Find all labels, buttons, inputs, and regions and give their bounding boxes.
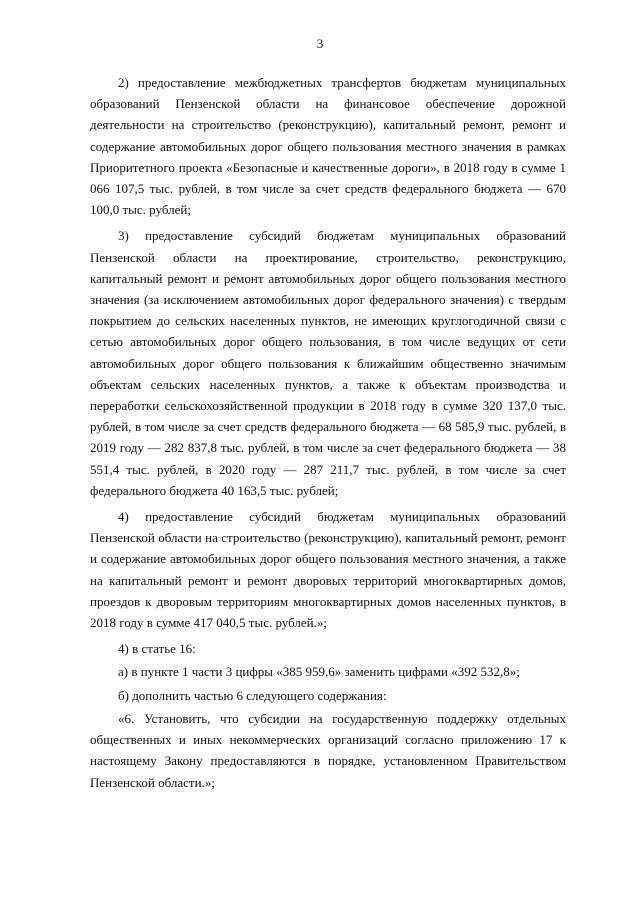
paragraph-article-16-heading: 4) в статье 16:: [118, 641, 196, 657]
paragraph-item-2-interbudget-transfers: 2) предоставление межбюджетных трансфертов бюджетам муниципальных образований Пензенской области на финансовое обеспечение дорожной деятельности на строительство (реконструкцию), капитальный ремонт, ремонт и содержание автомобильных дорог общего пользования местного значения в рамках Приоритетного проекта «Безопасные и качественные дороги», в 2018 году в сумме 1 066 107,5 тыс. рублей, в том числе за счет средств федерального бюджета — 670 100,0 тыс. рублей;: [90, 75, 566, 218]
page-number: 3: [316, 36, 324, 51]
paragraph-item-3-rural-roads-subsidies: 3) предоставление субсидий бюджетам муниципальных образований Пензенской области на проектирование, строительство, реконструкцию, капитальный ремонт и ремонт автомобильных дорог общего пользования местного значения (за исключением автомобильных дорог федерального значения) с твердым покрытием до сельских населенных пунктов, не имеющих круглогодичной связи с сетью автомобильных дорог общего пользования, в том числе ведущих от сети автомобильных дорог общего пользования к ближайшим общественно значимым объектам сельских населенных пунктов, а также к объектам производства и переработки сельскохозяйственной продукции в 2018 году в сумме 320 137,0 тыс. рублей, в том числе за счет средств федерального бюджета — 68 585,9 тыс. рублей, в 2019 году — 282 837,8 тыс. рублей, в том числе за счет федерального бюджета — 38 551,4 тыс. рублей, в 2020 году — 287 211,7 тыс. рублей, в том числе за счет федерального бюджета 40 163,5 тыс. рублей;: [90, 228, 566, 498]
paragraph-subitem-b: б) дополнить частью 6 следующего содержания:: [118, 687, 387, 703]
paragraph-subitem-a: а) в пункте 1 части 3 цифры «385 959,6» заменить цифрами «392 532,8»;: [118, 664, 520, 680]
paragraph-item-4-road-maintenance-subsidies: 4) предоставление субсидий бюджетам муниципальных образований Пензенской области на строительство (реконструкцию), капитальный ремонт, ремонт и содержание автомобильных дорог общего пользования местного значения, а также на капитальный ремонт и ремонт дворовых территорий многоквартирных домов, проездов к дворовым территориям многоквартирных домов населенных пунктов, в 2018 году в сумме 417 040,5 тыс. рублей.»;: [90, 509, 566, 631]
document-body: [90, 72, 566, 798]
paragraph-part-6-text: «6. Установить, что субсидии на государственную поддержку отдельных общественных и иных некоммерческих организаций согласно приложению 17 к настоящему Закону предоставляются в порядке, установленном Правительством Пензенской области.»;: [90, 710, 566, 790]
